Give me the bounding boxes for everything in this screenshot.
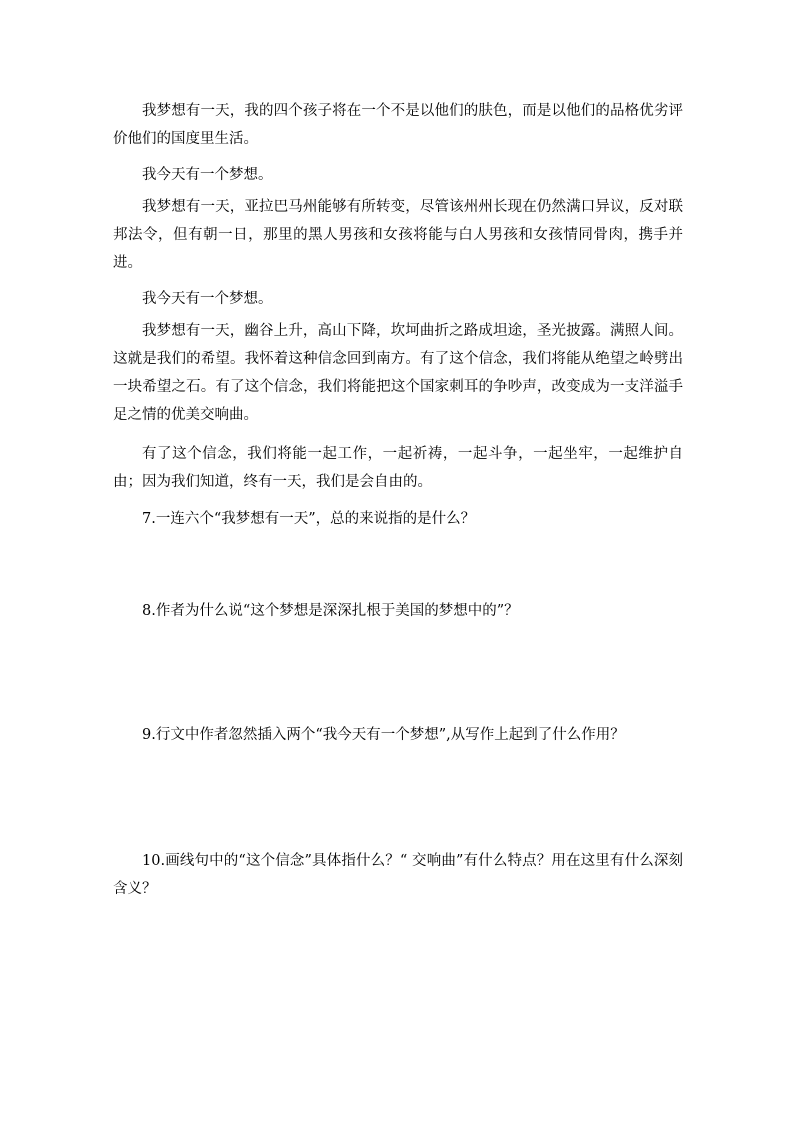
- question-8: 8.作者为什么说“这个梦想是深深扎根于美国的梦想中的”？: [142, 603, 519, 619]
- question-9: 9.行文中作者忽然插入两个“我今天有一个梦想”,从写作上起到了什么作用？: [142, 727, 625, 743]
- passage-paragraph-2: 我今天有一个梦想。: [142, 167, 273, 183]
- passage-paragraph-4: 我今天有一个梦想。: [142, 291, 273, 307]
- passage-paragraph-5: 我梦想有一天，幽谷上升，高山下降，坎坷曲折之路成坦途，圣光披露。满照人间。这就是我们的希望。我怀着这种信念回到南方。有了这个信念，我们将能从绝望之岭劈出一块希望之石。有了这个信念，我们将能把这个国家刺耳的争吵声，改变成为一支洋溢手足之情的优美交响曲。: [113, 323, 683, 423]
- question-10: 10.画线句中的“这个信念”具体指什么？“ 交响曲”有什么特点？用在这里有什么深刻含义？: [113, 853, 683, 897]
- passage-paragraph-3: 我梦想有一天，亚拉巴马州能够有所转变，尽管该州州长现在仍然满口异议，反对联邦法令，但有朝一日，那里的黑人男孩和女孩将能与白人男孩和女孩情同骨肉，携手并进。: [113, 199, 683, 271]
- question-7: 7.一连六个“我梦想有一天”，总的来说指的是什么？: [142, 511, 476, 527]
- passage-paragraph-1: 我梦想有一天，我的四个孩子将在一个不是以他们的肤色，而是以他们的品格优劣评价他们的国度里生活。: [113, 103, 683, 147]
- passage-paragraph-6: 有了这个信念，我们将能一起工作，一起祈祷，一起斗争，一起坐牢，一起维护自由；因为我们知道，终有一天，我们是会自由的。: [113, 446, 683, 490]
